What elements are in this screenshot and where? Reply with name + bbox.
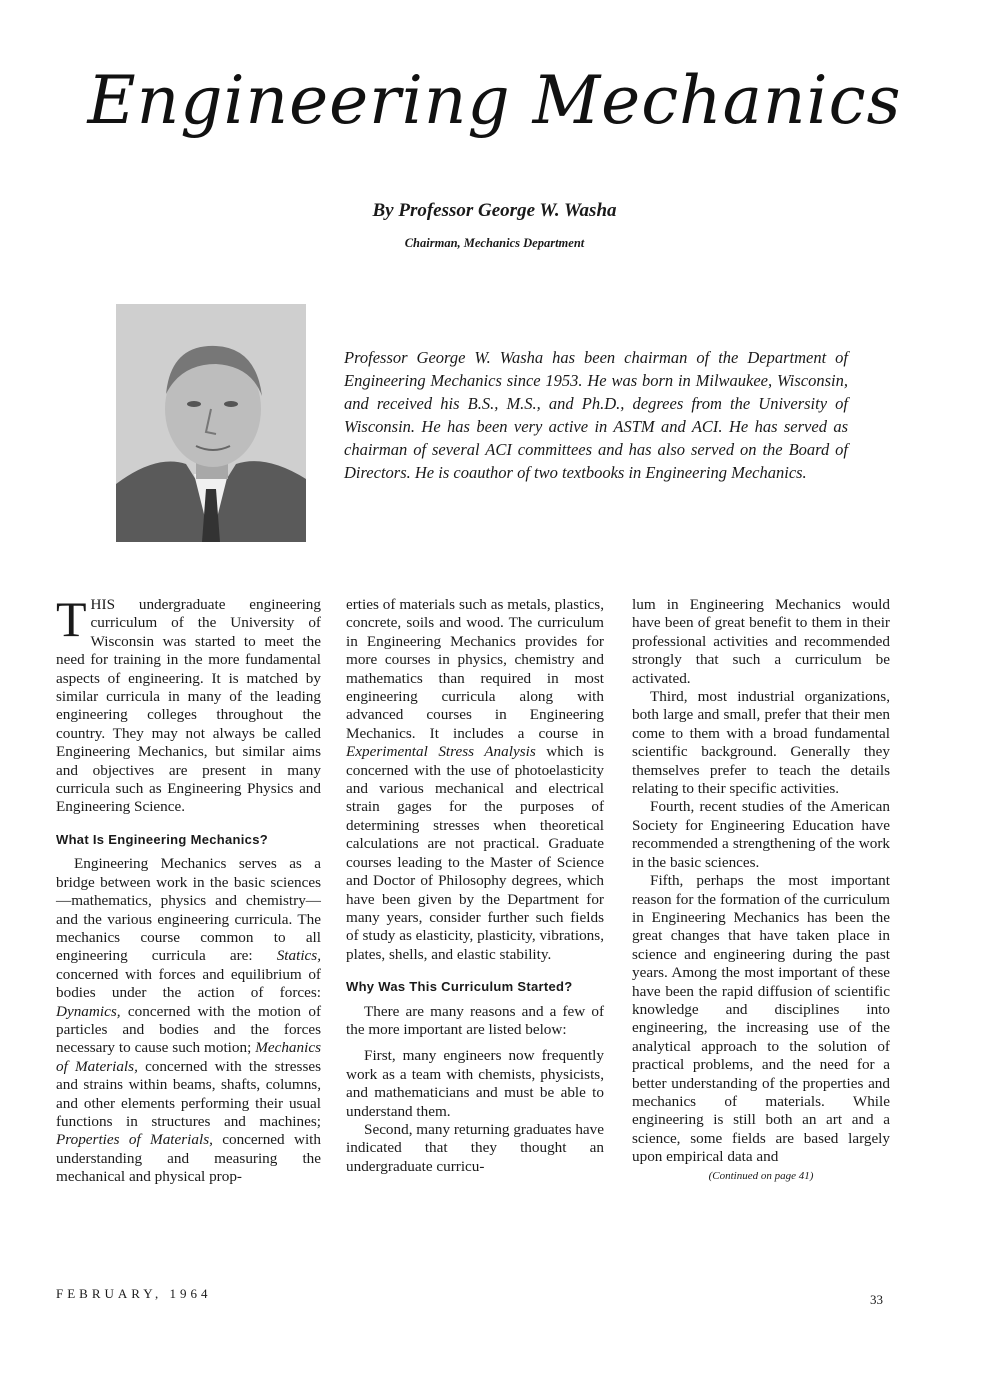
column-1: [56, 591, 322, 1187]
paragraph: Fourth, recent studies of the American Society for Engineering Education have recommended a strengthening of the work in the basic sciences.: [632, 798, 890, 871]
paragraph: There are many reasons and a few of the more important are listed below:: [346, 1002, 604, 1038]
portrait-image: [116, 304, 306, 542]
intro-paragraph: THIS undergraduate engineering curriculum of the University of Wisconsin was started to meet the need for training in the more fundamental aspects of engineering. It is matched by similar curricula in many of the leading engineering colleges throughout the country. They may not always be called Engineering Mechanics, but similar aims and objectives are present in many curricula such as Engineering Physics and Engineering Science.: [56, 591, 321, 816]
paragraph: Engineering Mechanics serves as a bridge between work in the basic sciences—mathematics, physics and chemistry—and the various engineering curricula. The mechanics course common to all engineering curricula are: Statics, concerned with forces and equilibrium of bodies under the action of forces: Dynamics, concerned with the motion of particles and bodies and the forces necessary to cause such motion; Mechanics of Materials, concerned with the stresses and strains within beams, shafts, columns, and other elements performing their usual functions in structures and machines; Properties of Materials, concerned with understanding and measuring the mechanical and physical prop-: [56, 855, 322, 1186]
author-byline: By Professor George W. Washa: [372, 200, 617, 221]
author-portrait: [116, 304, 306, 542]
paragraph: Fifth, perhaps the most important reason for the formation of the curriculum in Engineering Mechanics has been the great changes that have taken place in science and engineering during the past years. Among the most important of these have been the rapid diffusion of scientific knowledge and disciplines into engineering, the increasing use of the analytical approach to the solution of practical problems, and the need for a better understanding of the properties and mechanics of materials. While engineering is still both an art and a science, some fields are based largely upon empirical data and: [632, 872, 890, 1166]
column-2: [346, 596, 604, 1176]
article-title: Engineering Mechanics: [87, 62, 902, 139]
page-number: 33: [870, 1292, 883, 1307]
author-bio: Professor George W. Washa has been chairman of the Department of Engineering Mechanics since 1953. He was born in Milwaukee, Wisconsin, and received his B.S., M.S., and Ph.D., degrees from the University of Wisconsin. He has been very active in ASTM and ACI. He has served as chairman of several ACI committees and has also served on the Board of Directors. He is coauthor of two textbooks in Engineering Mechanics.: [344, 348, 848, 482]
author-role: Chairman, Mechanics Department: [404, 236, 585, 250]
paragraph: First, many engineers now frequently work as a team with chemists, physicists, and mathematicians and must be able to understand them.: [346, 1047, 604, 1120]
paragraph: erties of materials such as metals, plastics, concrete, soils and wood. The curriculum in Engineering Mechanics provides for more courses in physics, chemistry and mathematics than required in most engineering curricula along with advanced courses in Engineering Mechanics. It includes a course in Experimental Stress Analysis which is concerned with the use of photoelasticity and various mechanical and electrical strain gages for the purposes of determining stresses when theoretical calculations are not practical. Graduate courses leading to the Master of Science and Doctor of Philosophy degrees, which have been given by the Department for many years, consider further such fields of study as elasticity, plasticity, vibrations, plates, shells, and elastic stability.: [346, 596, 605, 963]
drop-cap: T: [56, 591, 87, 647]
issue-date: FEBRUARY, 1964: [56, 1286, 212, 1301]
paragraph: Third, most industrial organizations, both large and small, prefer that their men come to them with a broad fundamental scientific background. Generally they themselves prefer to teach the details relating to their specific activities.: [632, 688, 890, 798]
section-heading-why: Why Was This Curriculum Started?: [346, 979, 573, 995]
section-heading-what: What Is Engineering Mechanics?: [56, 831, 268, 847]
paragraph: Second, many returning graduates have indicated that they thought an undergraduate curricu-: [346, 1120, 604, 1175]
column-3: [632, 596, 890, 1185]
continued-note: (Continued on page 41): [708, 1169, 814, 1182]
paragraph: lum in Engineering Mechanics would have been of great benefit to them in their professional activities and recommended strongly that such a curriculum be activated.: [632, 596, 890, 687]
